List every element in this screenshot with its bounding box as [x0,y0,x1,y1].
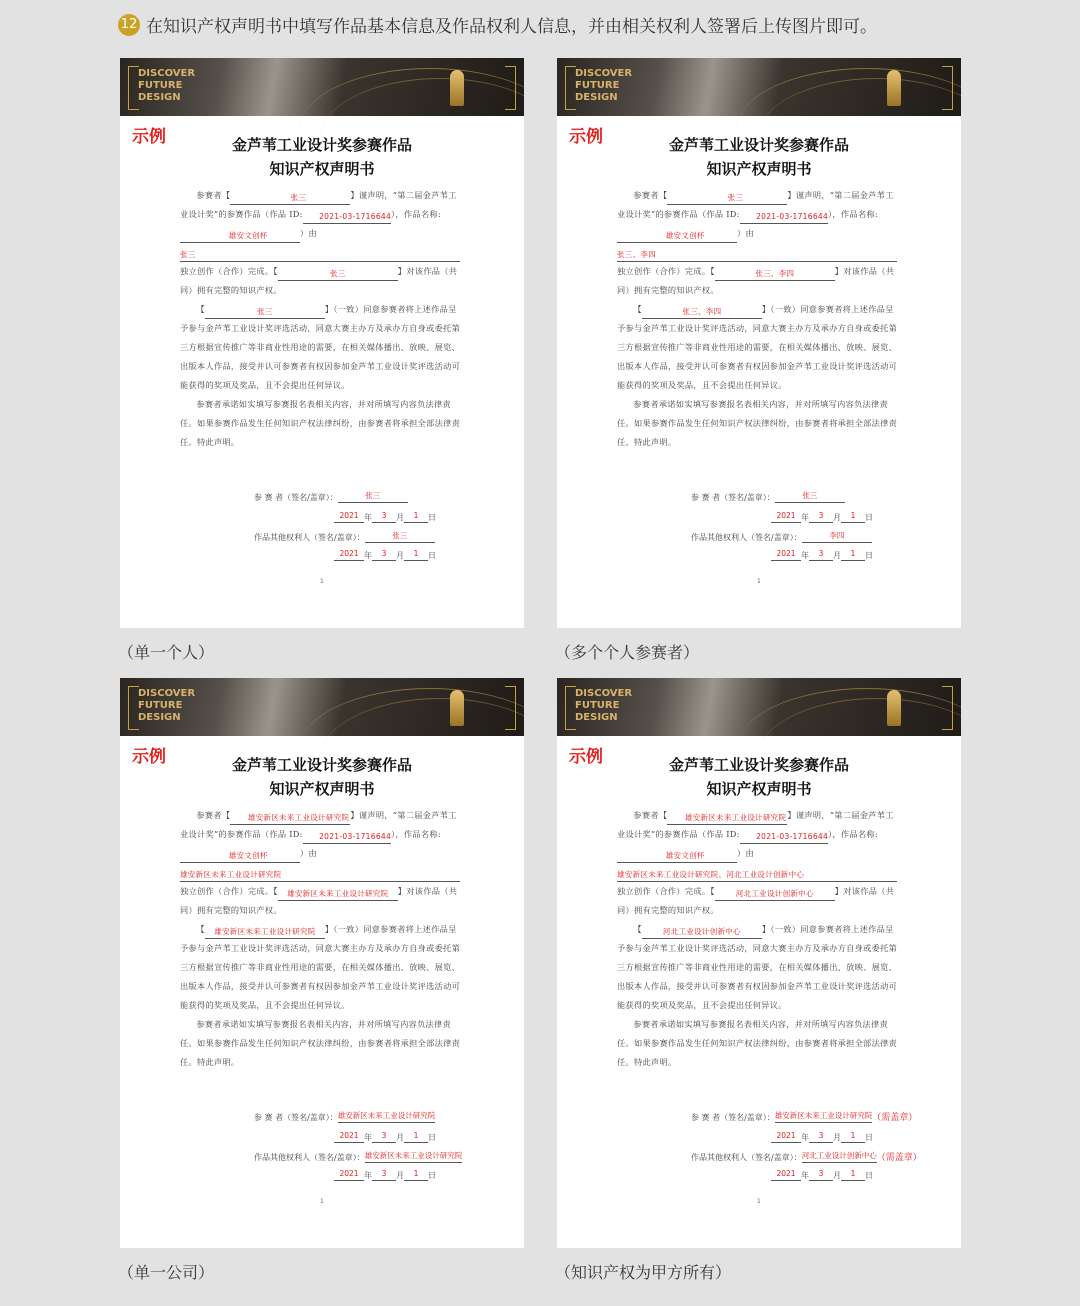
static-text: 日 [428,1133,436,1142]
banner-line: DESIGN [575,712,618,723]
work-id-field: 2021-03-1716644 [740,831,828,844]
static-text: 日 [865,551,873,560]
year-field: 2021 [334,548,364,561]
participant-signature: 雄安新区未来工业设计研究院 [775,1110,873,1123]
work-id-field: 2021-03-1716644 [740,211,828,224]
owner-signature: 河北工业设计创新中心 [802,1150,877,1163]
month-field: 3 [372,1168,396,1181]
work-name-field: 雄安文创杯 [180,230,300,243]
static-text: 谨声明，“第二届金芦苇工业设计奖”的参赛作品（作品 ID: [617,810,894,839]
banner-line: DESIGN [138,712,181,723]
paragraph-commit [617,1015,901,1072]
document-banner [557,678,961,736]
document-banner [120,58,524,116]
year-field: 2021 [334,1168,364,1181]
author-line [617,863,901,882]
agree-party-field: 雄安新区未来工业设计研究院 [205,926,325,939]
month-field: 3 [809,510,833,523]
static-text: 年 [364,1133,372,1142]
owner-signature-row [254,530,435,543]
declaration-document [557,58,961,628]
static-text: 参赛者 [633,190,659,200]
static-text: （一致）同意参赛者将上述作品呈予参与金芦苇工业设计奖评选活动，同意大赛主办方及承办方自身或委托第三方根据宣传推广等非商业性用途的需要，在相关媒体播出、放映、展览、出版本人作品，接受并认可参赛者有权因参加金芦苇工业设计奖评选活动可能获得的奖项及奖品，且不会提出任何异议。 [617,924,898,1010]
static-text: 谨声明，“第二届金芦苇工业设计奖”的参赛作品（作品 ID: [617,190,894,219]
static-text: ），作品名称: [391,209,441,219]
static-text: ）由 [300,848,317,858]
paragraph-owns: 独立创作（合作）完成。【 张三 】对该作品（共同）拥有完整的知识产权。 [180,266,458,295]
author-field: 张三、李四 [617,249,897,262]
owner-field: 张三、李四 [715,268,835,281]
agree-party-field: 张三、李四 [642,306,762,319]
static-text: 年 [801,513,809,522]
static-text: 年 [801,551,809,560]
static-text: 参 赛 者（签名/盖章）： [254,493,338,502]
paragraph-agree: 【 张三 】（一致）同意参赛者将上述作品呈予参与金芦苇工业设计奖评选活动，同意大赛主办方及承办方自身或委托第三方根据宣传推广等非商业性用途的需要，在相关媒体播出、放映、展览、出版本人作品，接受并认可参赛者有权因参加金芦苇工业设计奖评选活动可能获得的奖项及奖品，且不会提出任何异议。 [180,304,461,390]
static-text: 参赛者 [196,190,222,200]
day-field: 1 [841,510,865,523]
static-text: 年 [801,1133,809,1142]
author-line [180,863,464,882]
banner-slogan [575,688,632,724]
static-text: 对该作品（共同）拥有完整的知识产权。 [617,266,895,295]
static-text: 日 [428,513,436,522]
static-text: （一致）同意参赛者将上述作品呈予参与金芦苇工业设计奖评选活动，同意大赛主办方及承办方自身或委托第三方根据宣传推广等非商业性用途的需要，在相关媒体播出、放映、展览、出版本人作品，接受并认可参赛者有权因参加金芦苇工业设计奖评选活动可能获得的奖项及奖品，且不会提出任何异议。 [180,924,461,1010]
paragraph-commit [180,395,464,452]
year-field: 2021 [334,1130,364,1143]
banner-slogan [138,688,195,724]
static-text: （一致）同意参赛者将上述作品呈予参与金芦苇工业设计奖评选活动，同意大赛主办方及承办方自身或委托第三方根据宣传推广等非商业性用途的需要，在相关媒体播出、放映、展览、出版本人作品，接受并认可参赛者有权因参加金芦苇工业设计奖评选活动可能获得的奖项及奖品，且不会提出任何异议。 [617,304,898,390]
banner-line: DESIGN [138,92,181,103]
static-text: 作品其他权利人（签名/盖章）： [254,1153,365,1162]
step-instruction: 在知识产权声明书中填写作品基本信息及作品权利人信息，并由相关权利人签署后上传图片即可。 [146,17,877,37]
static-text: 年 [364,513,372,522]
owner-field: 张三 [278,268,398,281]
participant-signature: 雄安新区未来工业设计研究院 [338,1110,436,1123]
banner-frame-right [505,66,516,110]
trophy-logo-icon [450,70,464,106]
work-name-field: 雄安文创杯 [617,850,737,863]
month-field: 3 [809,1130,833,1143]
paragraph-commit [180,1015,464,1072]
sample-label: 示例 [569,127,603,147]
static-text: 日 [865,1133,873,1142]
day-field: 1 [404,510,428,523]
static-text: 日 [865,513,873,522]
static-text: 月 [396,1133,404,1142]
participant-field: 张三 [230,192,350,205]
year-field: 2021 [771,1168,801,1181]
author-field: 雄安新区未来工业设计研究院 [180,869,460,882]
participant-signature-row [691,1110,917,1123]
page-number: 1 [757,1198,761,1205]
document-title: 金芦苇工业设计奖参赛作品 [231,756,412,774]
agree-party-field: 河北工业设计创新中心 [642,926,762,939]
participant-signature: 张三 [775,490,845,503]
sample-label: 示例 [569,747,603,767]
year-field: 2021 [771,548,801,561]
static-text: 月 [833,1133,841,1142]
banner-line: FUTURE [138,80,183,91]
paragraph-owns: 独立创作（合作）完成。【 河北工业设计创新中心 】对该作品（共同）拥有完整的知识产权。 [617,886,895,915]
year-field: 2021 [771,510,801,523]
document-subtitle: 知识产权声明书 [269,780,375,798]
static-text: 参 赛 者（签名/盖章）： [254,1113,338,1122]
participant-date-row [771,1130,873,1143]
day-field: 1 [404,548,428,561]
banner-line: DISCOVER [575,68,633,79]
owner-signature-row [691,1150,922,1163]
owner-signature-row [254,1150,462,1163]
static-text: 月 [396,513,404,522]
step-number-badge: 12 [118,14,140,36]
trophy-logo-icon [450,690,464,726]
trophy-logo-icon [887,70,901,106]
static-text: 对该作品（共同）拥有完整的知识产权。 [180,886,458,915]
paragraph-declare: 参赛者【 张三 】谨声明，“第二届金芦苇工业设计奖”的参赛作品（作品 ID: 2021-03-1716644），作品名称:雄安文创杯 ）由 [180,186,464,243]
banner-slogan [575,68,632,104]
author-field: 雄安新区未来工业设计研究院、河北工业设计创新中心 [617,869,897,882]
declaration-document [557,678,961,1248]
sample-label: 示例 [132,127,166,147]
month-field: 3 [372,548,396,561]
work-id-field: 2021-03-1716644 [303,831,391,844]
static-text: 月 [833,1171,841,1180]
static-text: 独立创作（合作）完成。 [180,886,274,896]
participant-signature-row [691,490,845,503]
owner-signature: 雄安新区未来工业设计研究院 [365,1150,463,1163]
day-field: 1 [841,548,865,561]
participant-date-row [334,510,436,523]
participant-date-row [334,1130,436,1143]
banner-line: FUTURE [575,700,620,711]
static-text: 独立创作（合作）完成。 [617,886,711,896]
declaration-document [120,678,524,1248]
owner-field: 河北工业设计创新中心 [715,888,835,901]
month-field: 3 [809,1168,833,1181]
page-number: 1 [757,578,761,585]
document-caption: （多个个人参赛者） [555,643,700,662]
trophy-logo-icon [887,690,901,726]
banner-slogan [138,68,195,104]
static-text: ），作品名称: [828,209,878,219]
sample-label: 示例 [132,747,166,767]
static-text: 参赛者 [633,810,659,820]
static-text: 月 [833,513,841,522]
day-field: 1 [404,1130,428,1143]
owner-signature-row [691,530,872,543]
static-text: ）由 [737,848,754,858]
banner-line: DESIGN [575,92,618,103]
document-title: 金芦苇工业设计奖参赛作品 [231,136,412,154]
static-text: 参赛者承诺如实填写参赛报名表相关内容，并对所填写内容负法律责任。如果参赛作品发生任何知识产权法律纠纷，由参赛者将承担全部法律责任。特此声明。 [180,399,461,447]
owner-date-row [771,1168,873,1181]
static-text: （一致）同意参赛者将上述作品呈予参与金芦苇工业设计奖评选活动，同意大赛主办方及承办方自身或委托第三方根据宣传推广等非商业性用途的需要，在相关媒体播出、放映、展览、出版本人作品，接受并认可参赛者有权因参加金芦苇工业设计奖评选活动可能获得的奖项及奖品，且不会提出任何异议。 [180,304,461,390]
static-text: 月 [396,551,404,560]
banner-line: DISCOVER [138,688,196,699]
banner-frame-right [942,66,953,110]
work-name-field: 雄安文创杯 [617,230,737,243]
static-text: 月 [833,551,841,560]
static-text: 作品其他权利人（签名/盖章）： [254,533,365,542]
document-caption: （单一公司） [118,1263,215,1282]
static-text: ）由 [737,228,754,238]
static-text: 对该作品（共同）拥有完整的知识产权。 [180,266,458,295]
owner-signature: 张三 [365,530,435,543]
document-title: 金芦苇工业设计奖参赛作品 [668,136,849,154]
static-text: 参赛者承诺如实填写参赛报名表相关内容，并对所填写内容负法律责任。如果参赛作品发生任何知识产权法律纠纷，由参赛者将承担全部法律责任。特此声明。 [617,399,898,447]
paragraph-owns: 独立创作（合作）完成。【 雄安新区未来工业设计研究院 】对该作品（共同）拥有完整的知识产权。 [180,886,458,915]
owner-signature: 李四 [802,530,872,543]
month-field: 3 [372,1130,396,1143]
month-field: 3 [809,548,833,561]
participant-signature-row [254,490,408,503]
static-text: 年 [801,1171,809,1180]
static-text: 参赛者 [196,810,222,820]
work-id-field: 2021-03-1716644 [303,211,391,224]
day-field: 1 [841,1130,865,1143]
document-subtitle: 知识产权声明书 [269,160,375,178]
paragraph-agree: 【 张三、李四 】（一致）同意参赛者将上述作品呈予参与金芦苇工业设计奖评选活动，同意大赛主办方及承办方自身或委托第三方根据宣传推广等非商业性用途的需要，在相关媒体播出、放映、展览、出版本人作品，接受并认可参赛者有权因参加金芦苇工业设计奖评选活动可能获得的奖项及奖品，且不会提出任何异议。 [617,304,898,390]
document-banner [557,58,961,116]
static-text: ）由 [300,228,317,238]
static-text: 对该作品（共同）拥有完整的知识产权。 [617,886,895,915]
paragraph-owns: 独立创作（合作）完成。【 张三、李四 】对该作品（共同）拥有完整的知识产权。 [617,266,895,295]
author-line [180,243,464,262]
banner-frame-right [942,686,953,730]
document-subtitle: 知识产权声明书 [706,780,812,798]
static-text: 年 [364,1171,372,1180]
owner-date-row [334,548,436,561]
document-title: 金芦苇工业设计奖参赛作品 [668,756,849,774]
document-caption: （知识产权为甲方所有） [555,1263,732,1282]
static-text: ），作品名称: [391,829,441,839]
static-text: 参赛者承诺如实填写参赛报名表相关内容，并对所填写内容负法律责任。如果参赛作品发生任何知识产权法律纠纷，由参赛者将承担全部法律责任。特此声明。 [180,1019,461,1067]
static-text: 日 [428,551,436,560]
document-subtitle: 知识产权声明书 [706,160,812,178]
work-name-field: 雄安文创杯 [180,850,300,863]
declaration-body [617,806,901,1072]
participant-field: 雄安新区未来工业设计研究院 [230,812,350,825]
author-field: 张三 [180,249,460,262]
author-line [617,243,901,262]
day-field: 1 [841,1168,865,1181]
banner-line: FUTURE [138,700,183,711]
static-text: 参赛者承诺如实填写参赛报名表相关内容，并对所填写内容负法律责任。如果参赛作品发生任何知识产权法律纠纷，由参赛者将承担全部法律责任。特此声明。 [617,1019,898,1067]
owner-field: 雄安新区未来工业设计研究院 [278,888,398,901]
paragraph-agree: 【 河北工业设计创新中心 】（一致）同意参赛者将上述作品呈予参与金芦苇工业设计奖评选活动，同意大赛主办方及承办方自身或委托第三方根据宣传推广等非商业性用途的需要，在相关媒体播出、放映、展览、出版本人作品，接受并认可参赛者有权因参加金芦苇工业设计奖评选活动可能获得的奖项及奖品，且不会提出任何异议。 [617,924,898,1010]
participant-field: 张三 [667,192,787,205]
participant-signature: 张三 [338,490,408,503]
static-text: 年 [364,551,372,560]
declaration-body [617,186,901,452]
static-text: 独立创作（合作）完成。 [180,266,274,276]
static-text: 参 赛 者（签名/盖章）： [691,1113,775,1122]
static-text: 作品其他权利人（签名/盖章）： [691,533,802,542]
static-text: 谨声明，“第二届金芦苇工业设计奖”的参赛作品（作品 ID: [180,810,457,839]
day-field: 1 [404,1168,428,1181]
seal-note: （需盖章） [876,1153,922,1163]
static-text: 月 [396,1171,404,1180]
static-text: 独立创作（合作）完成。 [617,266,711,276]
static-text: 日 [865,1171,873,1180]
paragraph-commit [617,395,901,452]
owner-date-row [771,548,873,561]
banner-frame-right [505,686,516,730]
declaration-body [180,806,464,1072]
participant-date-row [771,510,873,523]
participant-field: 雄安新区未来工业设计研究院 [667,812,787,825]
static-text: 参 赛 者（签名/盖章）： [691,493,775,502]
agree-party-field: 张三 [205,306,325,319]
banner-line: DISCOVER [575,688,633,699]
static-text: 谨声明，“第二届金芦苇工业设计奖”的参赛作品（作品 ID: [180,190,457,219]
paragraph-declare: 参赛者【 张三 】谨声明，“第二届金芦苇工业设计奖”的参赛作品（作品 ID: 2021-03-1716644），作品名称:雄安文创杯 ）由 [617,186,901,243]
participant-signature-row [254,1110,435,1123]
paragraph-declare: 参赛者【 雄安新区未来工业设计研究院】谨声明，“第二届金芦苇工业设计奖”的参赛作品（作品 ID: 2021-03-1716644），作品名称:雄安文创杯 ）由 [180,806,464,863]
static-text: 作品其他权利人（签名/盖章）： [691,1153,802,1162]
banner-line: FUTURE [575,80,620,91]
owner-date-row [334,1168,436,1181]
static-text: ），作品名称: [828,829,878,839]
paragraph-agree: 【 雄安新区未来工业设计研究院 】（一致）同意参赛者将上述作品呈予参与金芦苇工业设计奖评选活动，同意大赛主办方及承办方自身或委托第三方根据宣传推广等非商业性用途的需要，在相关媒体播出、放映、展览、出版本人作品，接受并认可参赛者有权因参加金芦苇工业设计奖评选活动可能获得的奖项及奖品，且不会提出任何异议。 [180,924,461,1010]
step-header [118,12,877,37]
month-field: 3 [372,510,396,523]
declaration-document [120,58,524,628]
declaration-body [180,186,464,452]
seal-note: （需盖章） [872,1113,918,1123]
document-caption: （单一个人） [118,643,215,662]
page-number: 1 [320,578,324,585]
year-field: 2021 [771,1130,801,1143]
banner-line: DISCOVER [138,68,196,79]
static-text: 日 [428,1171,436,1180]
year-field: 2021 [334,510,364,523]
document-banner [120,678,524,736]
paragraph-declare: 参赛者【 雄安新区未来工业设计研究院】谨声明，“第二届金芦苇工业设计奖”的参赛作品（作品 ID: 2021-03-1716644），作品名称:雄安文创杯 ）由 [617,806,901,863]
page-number: 1 [320,1198,324,1205]
